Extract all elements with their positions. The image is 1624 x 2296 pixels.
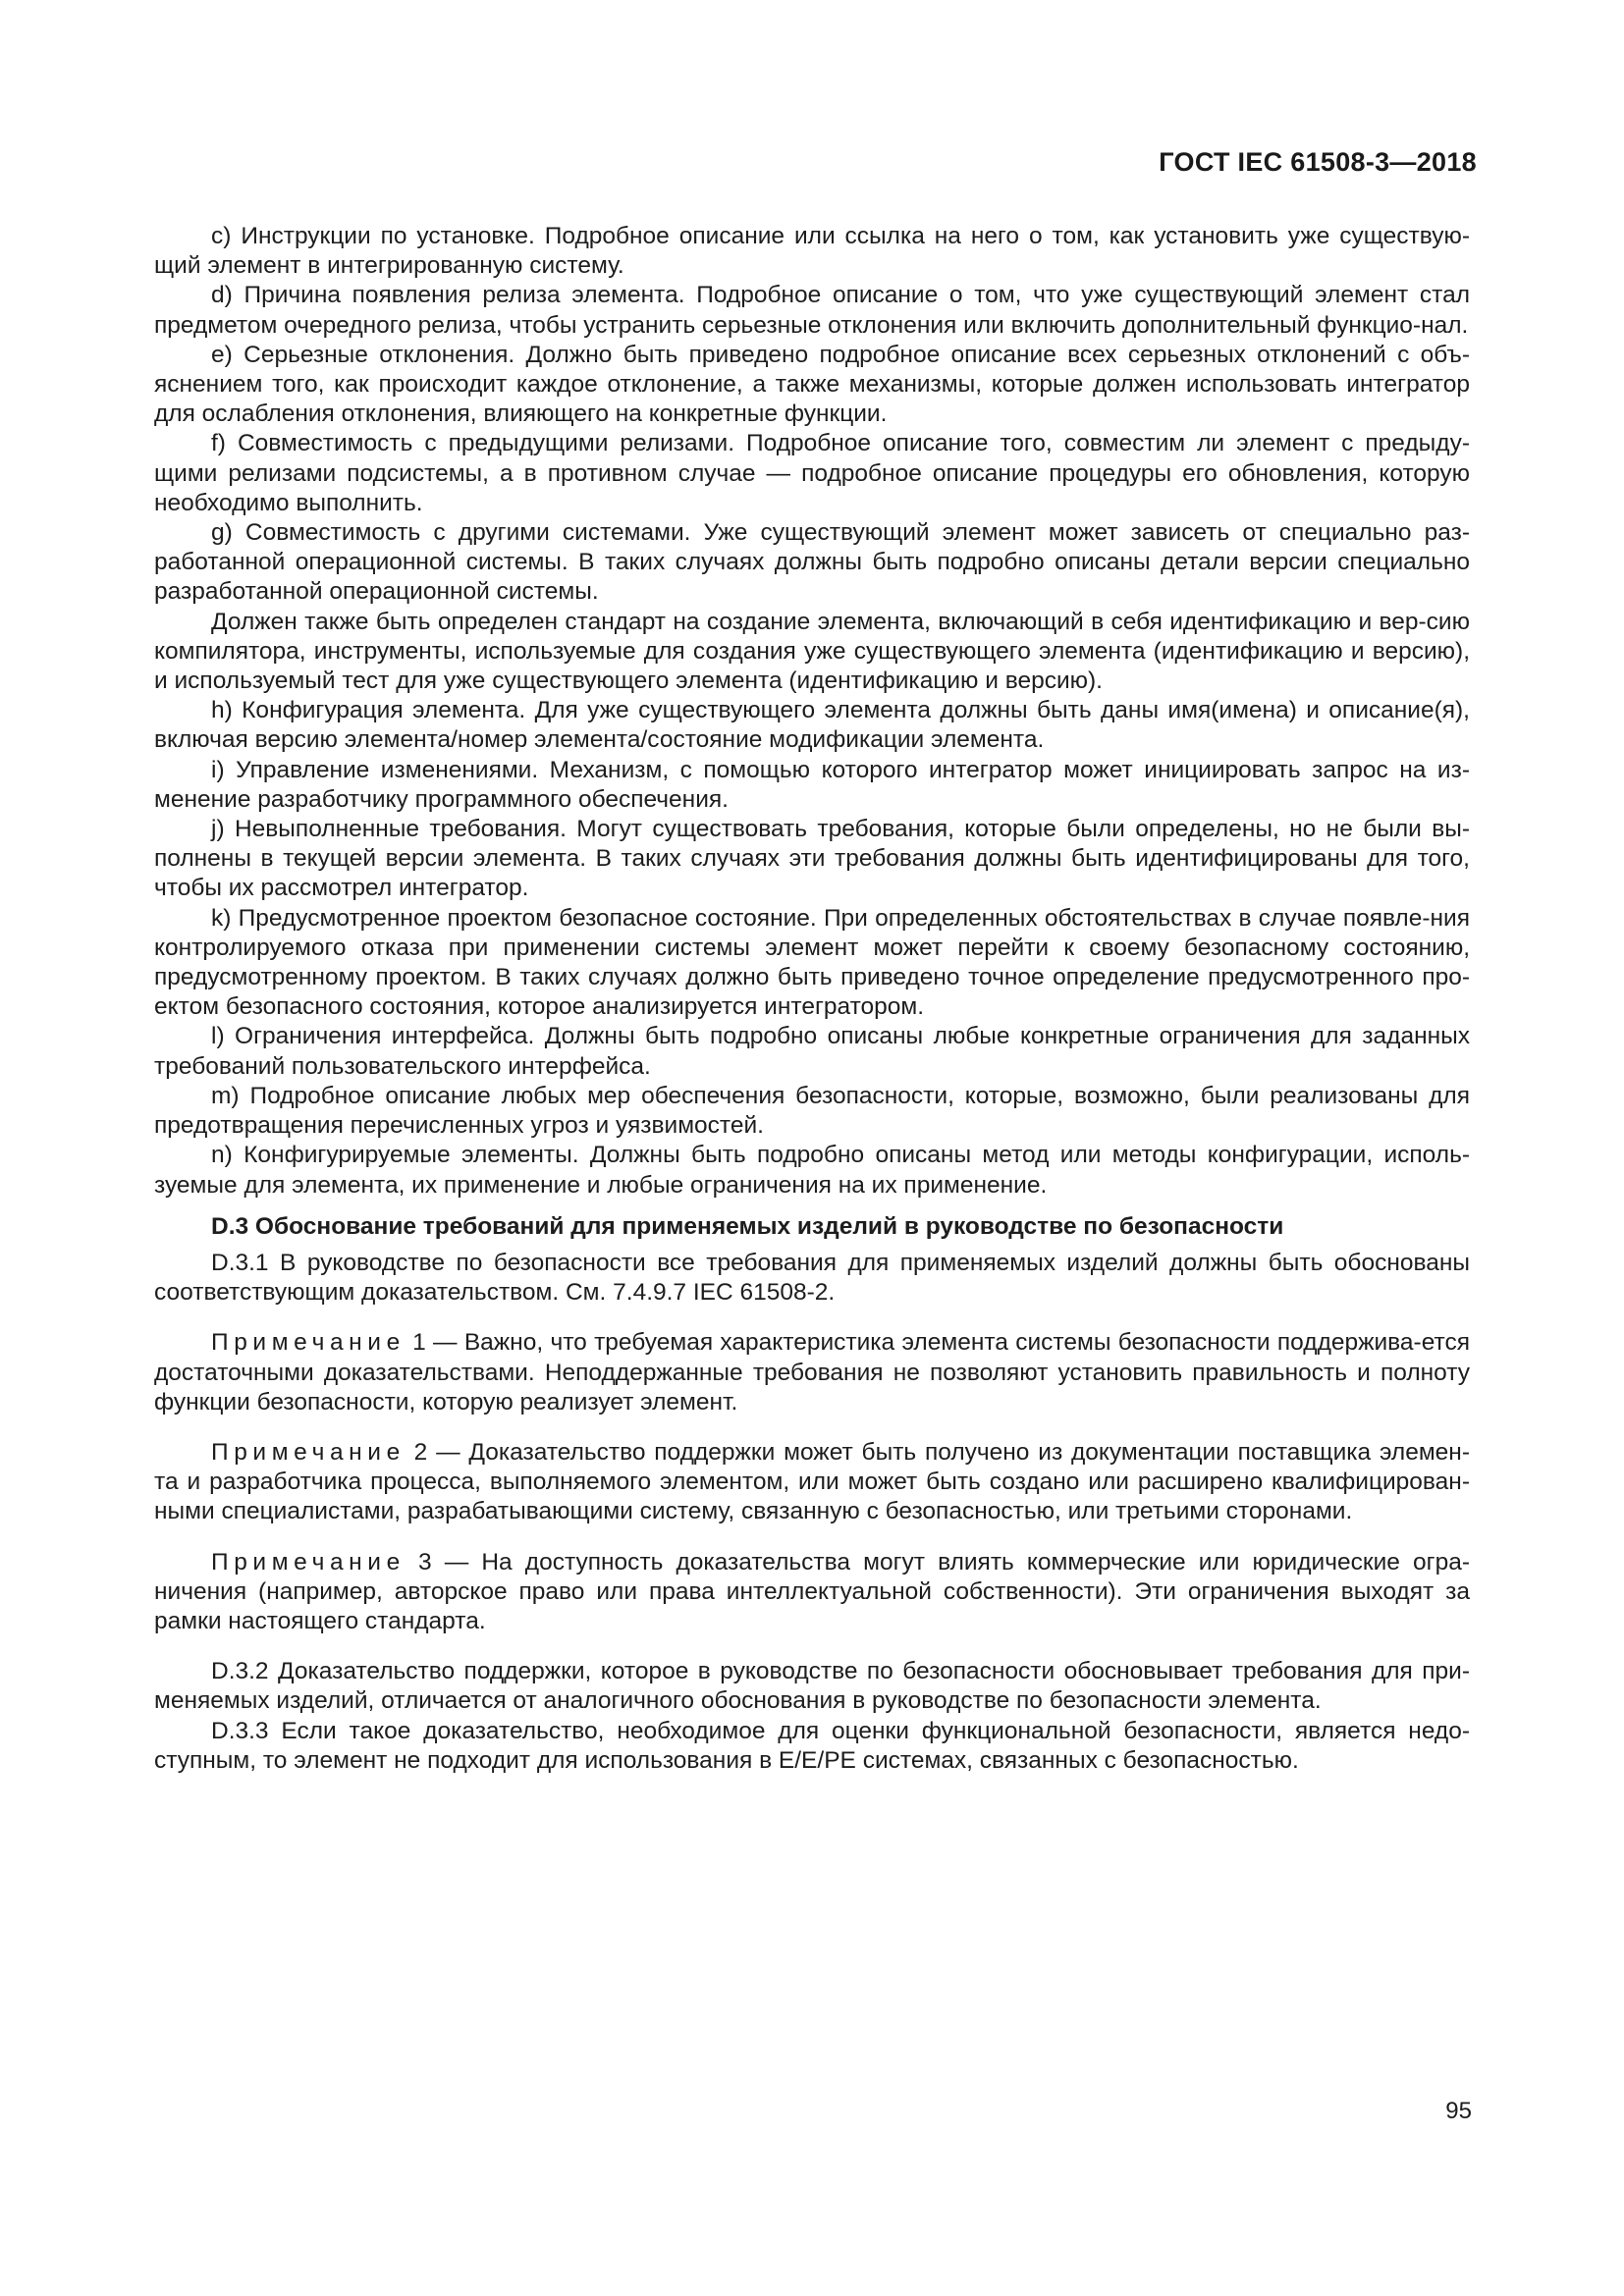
paragraph-l: l) Ограничения интерфейса. Должны быть подробно описаны любые конкретные ограничения для заданных требований пользовательского интерфейса. <box>154 1023 1470 1080</box>
paragraph-i: i) Управление изменениями. Механизм, с помощью которого интегратор может инициировать запрос на из-менение разработчику программного обеспечения. <box>154 756 1470 813</box>
paragraph-h: h) Конфигурация элемента. Для уже существующего элемента должны быть даны имя(имена) и описание(я), включая версию элемента/номер элемента/состояние модификации элемента. <box>154 697 1470 754</box>
paragraph-k: k) Предусмотренное проектом безопасное состояние. При определенных обстоятельствах в случае появле-ния контролируемого отказа при применении системы элемент может перейти к своему безопасному состоянию, предусмотренному проектом. В таких случаях должно быть приведено точное определение предусмотренного про-ектом безопасного состояния, которое анализируется интегратором. <box>154 904 1470 1021</box>
note-label: Примечание <box>211 1329 406 1357</box>
note-1 <box>154 1328 1470 1417</box>
note-label: Примечание <box>211 1548 406 1575</box>
note-3 <box>154 1548 1470 1637</box>
paragraph-build-standard: Должен также быть определен стандарт на создание элемента, включающий в себя идентификацию и вер-сию компилятора, инструменты, используемые для создания уже существующего элемента (идентификацию и версию), и используемый тест для уже существующего элемента (идентификацию и версию). <box>154 608 1470 695</box>
paragraph-j: j) Невыполненные требования. Могут существовать требования, которые были определены, но не были вы-полнены в текущей версии элемента. В таких случаях эти требования должны быть идентифицированы для того, чтобы их рассмотрел интегратор. <box>154 816 1470 902</box>
paragraph-m: m) Подробное описание любых мер обеспечения безопасности, которые, возможно, были реализованы для предотвращения перечисленных угроз и уязвимостей. <box>154 1082 1470 1140</box>
note-text: 2 — Доказательство поддержки может быть получено из документации поставщика элемен-та и разработчика процесса, выполняемого элементом, или может быть создано или расширено квалифицирован-ными специалистами, разрабатывающими систему, связанную с безопасностью, или третьими сторонами. <box>154 1438 1470 1525</box>
clause-d3-3: D.3.3 Если такое доказательство, необходимое для оценки функциональной безопасности, является недо-ступным, то элемент не подходит для использования в E/E/PE системах, связанных с безопасностью. <box>154 1717 1470 1774</box>
paragraph-e: e) Серьезные отклонения. Должно быть приведено подробное описание всех серьезных отклонений с объ-яснением того, как происходит каждое отклонение, а также механизмы, которые должен использовать интегратор для ослабления отклонения, влияющего на конкретные функции. <box>154 341 1470 428</box>
note-2 <box>154 1438 1470 1527</box>
section-heading-d3: D.3 Обоснование требований для применяемых изделий в руководстве по безопасности <box>211 1212 1284 1240</box>
note-text: 3 — На доступность доказательства могут влиять коммерческие или юридические огра-ничения (например, авторское право или права интеллектуальной собственности). Эти ограничения выходят за рамки настоящего стандарта. <box>154 1548 1470 1634</box>
clause-d3-1: D.3.1 В руководстве по безопасности все требования для применяемых изделий должны быть обоснованы соответствующим доказательством. См. 7.4.9.7 IEC 61508-2. <box>154 1249 1470 1307</box>
clause-d3-2: D.3.2 Доказательство поддержки, которое в руководстве по безопасности обосновывает требования для при-меняемых изделий, отличается от аналогичного обоснования в руководстве по безопасности элемента. <box>154 1658 1470 1715</box>
paragraph-g: g) Совместимость с другими системами. Уже существующий элемент может зависеть от специально раз-работанной операционной системы. В таких случаях должны быть подробно описаны детали версии специально разработанной операционной системы. <box>154 519 1470 606</box>
page-body <box>154 222 1470 1776</box>
paragraph-n: n) Конфигурируемые элементы. Должны быть подробно описаны метод или методы конфигурации, исполь-зуемые для элемента, их применение и любые ограничения на их применение. <box>154 1142 1470 1199</box>
note-label: Примечание <box>211 1438 406 1466</box>
page-number: 95 <box>1445 2098 1472 2124</box>
note-text: 1 — Важно, что требуемая характеристика элемента системы безопасности поддержива-ется достаточными доказательствами. Неподдержанные требования не позволяют установить правильность и полноту функции безопасности, которую реализует элемент. <box>154 1329 1470 1415</box>
standard-designation: ГОСТ IEC 61508-3—2018 <box>1159 147 1477 177</box>
paragraph-f: f) Совместимость с предыдущими релизами. Подробное описание того, совместим ли элемент с предыду-щими релизами подсистемы, а в противном случае — подробное описание процедуры его обновления, которую необходимо выполнить. <box>154 430 1470 516</box>
paragraph-c: c) Инструкции по установке. Подробное описание или ссылка на него о том, как установить уже существую-щий элемент в интегрированную систему. <box>154 223 1470 280</box>
paragraph-d: d) Причина появления релиза элемента. Подробное описание о том, что уже существующий элемент стал предметом очередного релиза, чтобы устранить серьезные отклонения или включить дополнительный функцио-нал. <box>154 282 1470 339</box>
